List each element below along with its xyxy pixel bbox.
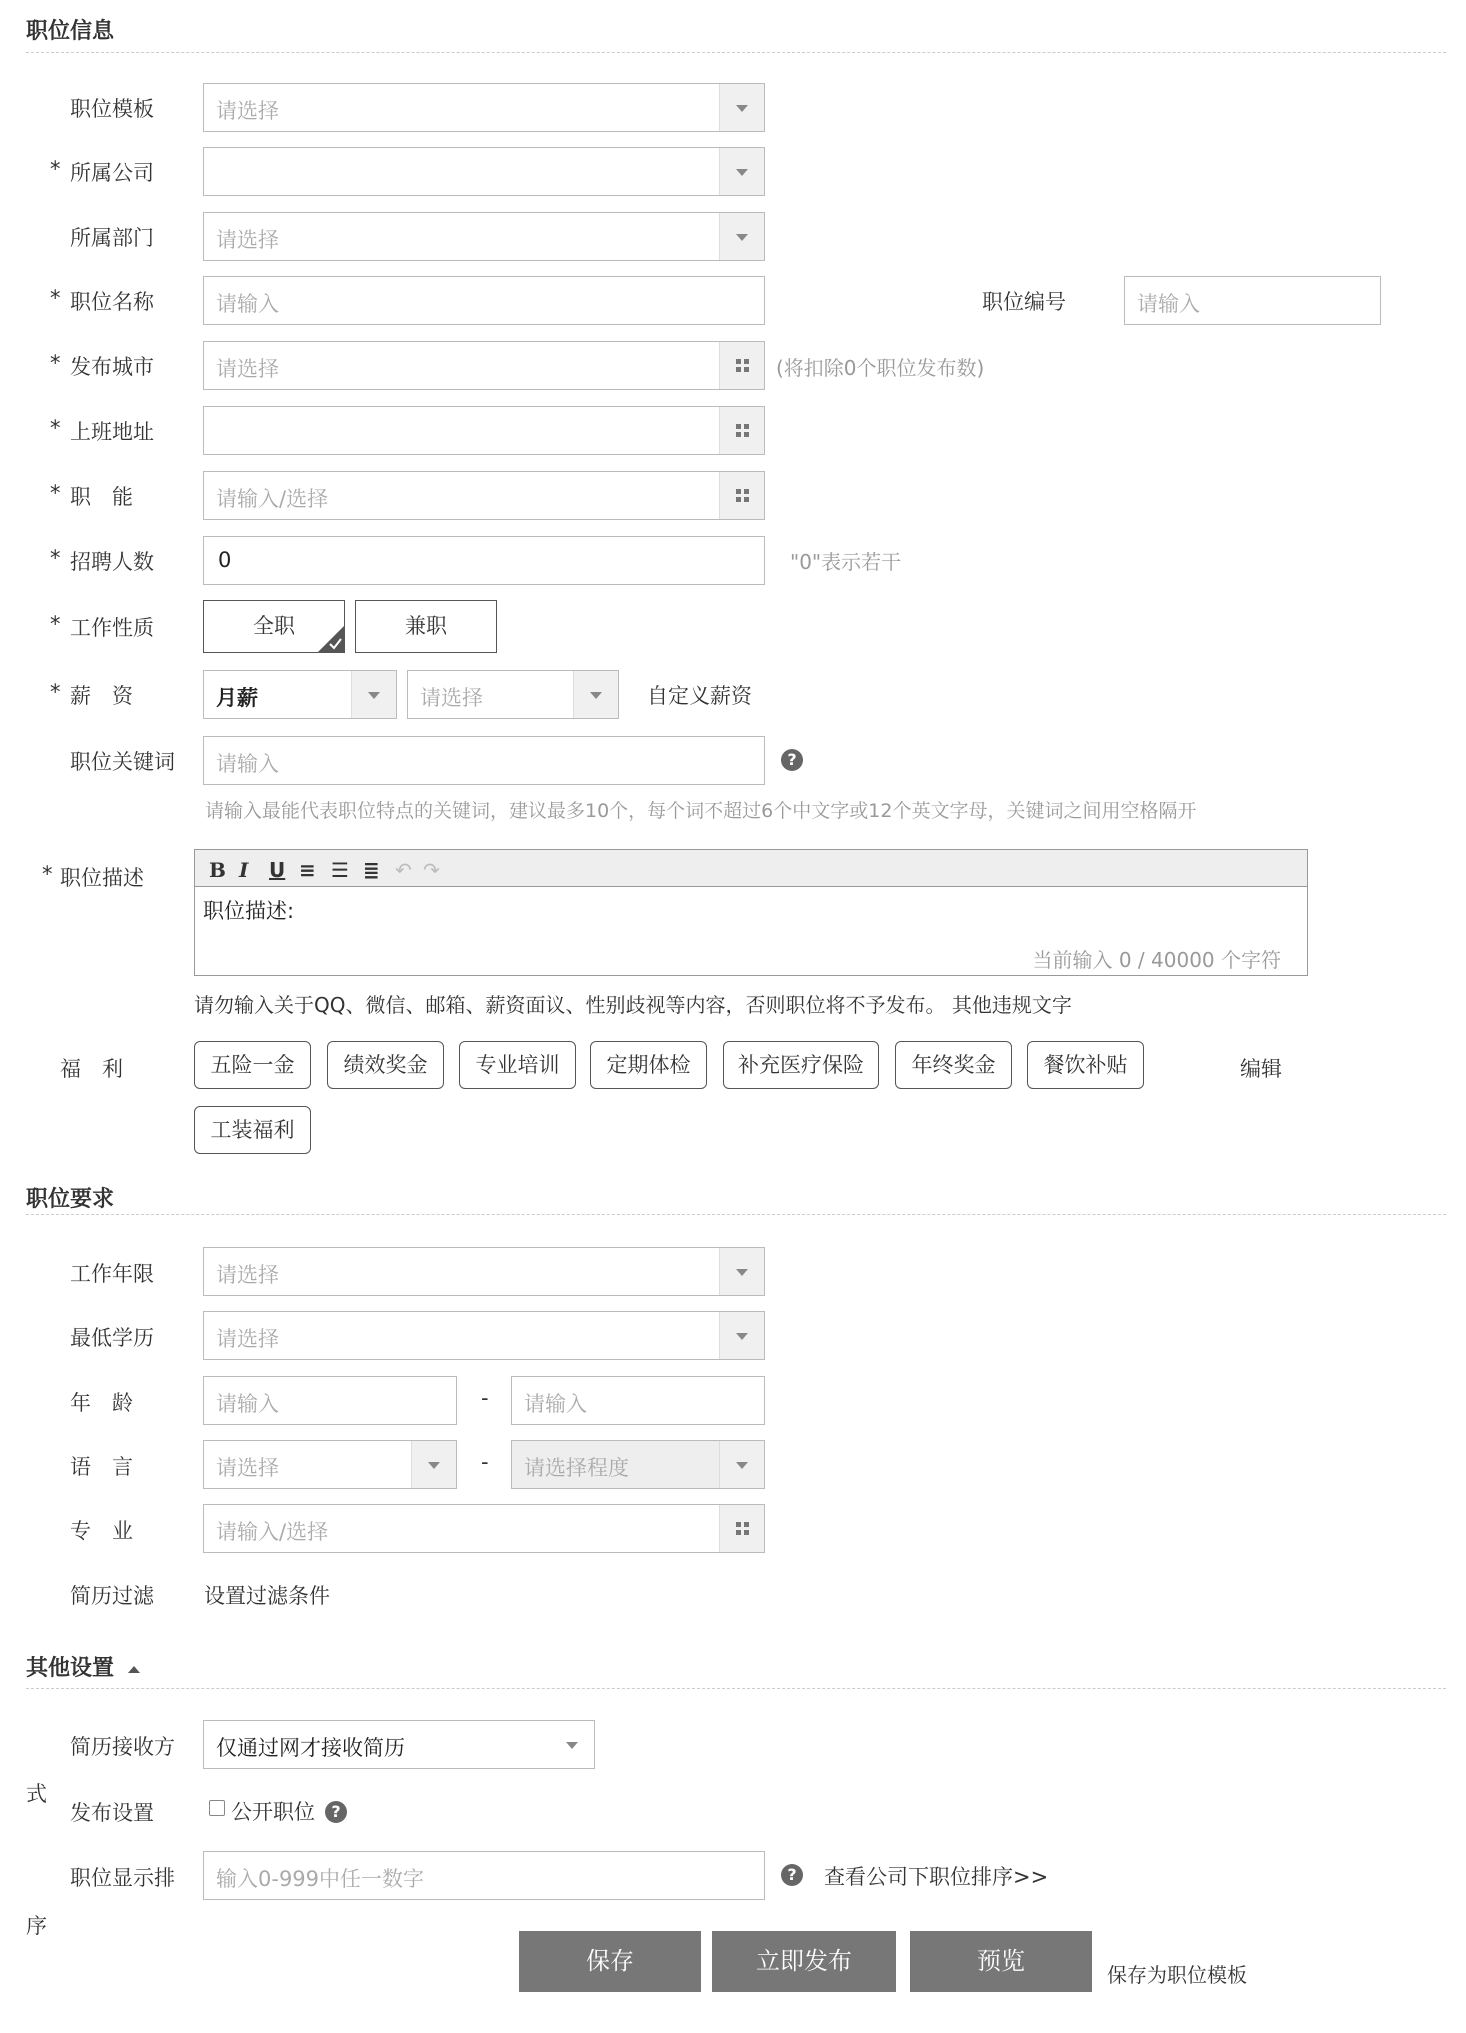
major-placeholder: 请输入/选择 (216, 1520, 329, 1544)
section-title-other-settings[interactable] (26, 1651, 140, 1682)
required-mark: * (50, 157, 61, 181)
grid-picker-icon[interactable] (719, 407, 764, 454)
help-icon[interactable]: ? (325, 1801, 347, 1823)
age-max-input[interactable] (511, 1376, 765, 1425)
major-label: 专 业 (70, 1519, 133, 1543)
save-as-template-link[interactable]: 保存为职位模板 (1107, 1963, 1247, 1987)
benefit-tag[interactable]: 年终奖金 (895, 1041, 1012, 1089)
preview-button[interactable]: 预览 (910, 1931, 1092, 1992)
experience-select[interactable] (203, 1247, 765, 1296)
required-mark: * (42, 862, 53, 886)
unordered-list-icon[interactable]: ☰ (331, 858, 349, 882)
template-placeholder: 请选择 (216, 99, 279, 123)
job-type-parttime[interactable] (355, 600, 497, 653)
chevron-down-icon[interactable] (411, 1441, 456, 1488)
benefits-label: 福 利 (60, 1057, 123, 1081)
keywords-input[interactable] (203, 736, 765, 785)
city-picker[interactable] (203, 341, 765, 390)
view-sort-link[interactable]: 查看公司下职位排序>> (824, 1865, 1049, 1889)
editor-toolbar (194, 849, 1308, 887)
department-select[interactable] (203, 212, 765, 261)
education-select[interactable] (203, 1311, 765, 1360)
resume-receive-value: 仅通过网才接收简历 (216, 1736, 405, 1760)
bold-icon[interactable]: B (209, 858, 226, 882)
description-editor[interactable] (194, 886, 1308, 976)
chevron-down-icon[interactable] (719, 1248, 764, 1295)
chevron-down-icon[interactable] (719, 84, 764, 131)
keywords-placeholder: 请输入 (216, 752, 279, 776)
grid-picker-icon[interactable] (719, 342, 764, 389)
redo-icon[interactable]: ↷ (423, 858, 440, 882)
public-job-checkbox[interactable] (209, 1800, 225, 1816)
required-mark: * (50, 680, 61, 704)
publish-button[interactable]: 立即发布 (712, 1931, 896, 1992)
job-name-label: 职位名称 (70, 290, 154, 314)
education-label: 最低学历 (70, 1326, 154, 1350)
sort-placeholder: 输入0-999中任一数字 (216, 1867, 425, 1891)
resume-receive-label-wrap: 式 (26, 1782, 47, 1806)
job-type-fulltime[interactable] (203, 600, 345, 653)
experience-label: 工作年限 (70, 1262, 154, 1286)
city-hint: (将扣除0个职位发布数) (776, 356, 985, 380)
age-separator: - (481, 1386, 489, 1410)
help-icon[interactable]: ? (781, 749, 803, 771)
function-placeholder: 请输入/选择 (216, 487, 329, 511)
required-mark: * (50, 416, 61, 440)
address-label: 上班地址 (70, 420, 154, 444)
language-separator: - (481, 1450, 489, 1474)
sort-label: 职位显示排 (70, 1866, 175, 1890)
salary-range-placeholder: 请选择 (420, 686, 483, 710)
description-notice: 请勿输入关于QQ、微信、邮箱、薪资面议、性别歧视等内容，否则职位将不予发布。 其他违规文字 (194, 993, 1072, 1017)
indent-icon[interactable]: ≣ (363, 858, 380, 882)
template-select[interactable] (203, 83, 765, 132)
publish-label: 发布设置 (70, 1801, 154, 1825)
headcount-input[interactable] (203, 536, 765, 585)
chevron-down-icon[interactable] (719, 1441, 764, 1488)
save-button[interactable]: 保存 (519, 1931, 701, 1992)
job-code-input[interactable] (1124, 276, 1381, 325)
required-mark: * (50, 546, 61, 570)
language-select[interactable] (203, 1440, 457, 1489)
age-max-placeholder: 请输入 (524, 1392, 587, 1416)
template-label: 职位模板 (70, 97, 154, 121)
section-divider (26, 1214, 1446, 1215)
language-level-select[interactable] (511, 1440, 765, 1489)
public-job-label: 公开职位 (231, 1800, 315, 1824)
address-picker[interactable] (203, 406, 765, 455)
section-title-job-requirements: 职位要求 (26, 1187, 115, 1212)
keywords-hint: 请输入最能代表职位特点的关键词，建议最多10个，每个词不超过6个中文字或12个英文字母，关键词之间用空格隔开 (205, 800, 1197, 822)
job-type-parttime-label: 兼职 (405, 614, 447, 638)
description-counter: 当前输入 0 / 40000 个字符 (1032, 948, 1281, 972)
benefit-tag[interactable]: 绩效奖金 (327, 1041, 444, 1089)
resume-receive-label: 简历接收方 (70, 1735, 175, 1759)
job-code-label: 职位编号 (982, 290, 1066, 314)
required-mark: * (50, 351, 61, 375)
benefit-tag[interactable]: 五险一金 (194, 1041, 311, 1089)
language-label: 语 言 (70, 1455, 133, 1479)
job-type-fulltime-label: 全职 (253, 614, 295, 638)
city-placeholder: 请选择 (216, 357, 279, 381)
chevron-down-icon[interactable] (719, 148, 764, 195)
description-label: 职位描述 (60, 866, 144, 890)
undo-icon[interactable]: ↶ (395, 858, 412, 882)
salary-type-value: 月薪 (216, 686, 258, 710)
age-label: 年 龄 (70, 1391, 133, 1415)
collapse-up-icon[interactable] (128, 1666, 140, 1673)
resume-receive-select[interactable] (203, 1720, 595, 1769)
salary-label: 薪 资 (70, 684, 133, 708)
benefit-tag[interactable]: 工装福利 (194, 1106, 311, 1154)
description-content: 职位描述: (203, 899, 295, 923)
italic-icon[interactable]: I (239, 858, 249, 882)
salary-type-select[interactable] (203, 670, 397, 719)
grid-picker-icon[interactable] (719, 1505, 764, 1552)
company-select[interactable] (203, 147, 765, 196)
headcount-value: 0 (218, 548, 232, 572)
job-name-placeholder: 请输入 (216, 292, 279, 316)
grid-picker-icon[interactable] (719, 472, 764, 519)
sort-label-wrap: 序 (26, 1914, 47, 1938)
other-settings-label: 其他设置 (26, 1656, 115, 1681)
sort-input[interactable] (203, 1851, 765, 1900)
check-corner-icon (318, 626, 344, 652)
age-min-placeholder: 请输入 (216, 1392, 279, 1416)
ordered-list-icon[interactable]: ≡ (299, 858, 316, 882)
resume-filter-label: 简历过滤 (70, 1584, 154, 1608)
job-type-label: 工作性质 (70, 616, 154, 640)
benefit-tag[interactable]: 专业培训 (459, 1041, 576, 1089)
section-divider (26, 1688, 1446, 1689)
help-icon[interactable]: ? (781, 1864, 803, 1886)
job-code-placeholder: 请输入 (1137, 292, 1200, 316)
benefits-edit-link[interactable]: 编辑 (1240, 1057, 1282, 1081)
salary-range-select[interactable] (407, 670, 619, 719)
headcount-hint: "0"表示若干 (790, 550, 902, 574)
resume-filter-link[interactable]: 设置过滤条件 (204, 1584, 330, 1608)
required-mark: * (50, 286, 61, 310)
benefit-tag[interactable]: 餐饮补贴 (1027, 1041, 1144, 1089)
language-placeholder: 请选择 (216, 1456, 279, 1480)
keywords-label: 职位关键词 (70, 750, 175, 774)
required-mark: * (50, 612, 61, 636)
experience-placeholder: 请选择 (216, 1263, 279, 1287)
benefit-tag[interactable]: 补充医疗保险 (723, 1041, 879, 1089)
age-min-input[interactable] (203, 1376, 457, 1425)
city-label: 发布城市 (70, 355, 154, 379)
department-placeholder: 请选择 (216, 228, 279, 252)
headcount-label: 招聘人数 (70, 550, 154, 574)
chevron-down-icon[interactable] (573, 671, 618, 718)
function-picker[interactable] (203, 471, 765, 520)
section-title-job-info: 职位信息 (26, 19, 115, 44)
section-divider (26, 52, 1446, 53)
chevron-down-icon[interactable] (566, 1742, 578, 1749)
chevron-down-icon[interactable] (351, 671, 396, 718)
chevron-down-icon[interactable] (719, 213, 764, 260)
required-mark: * (50, 481, 61, 505)
language-level-placeholder: 请选择程度 (524, 1456, 629, 1480)
chevron-down-icon[interactable] (719, 1312, 764, 1359)
function-label: 职 能 (70, 485, 133, 509)
company-label: 所属公司 (70, 161, 154, 185)
education-placeholder: 请选择 (216, 1327, 279, 1351)
benefit-tag[interactable]: 定期体检 (590, 1041, 707, 1089)
job-name-input[interactable] (203, 276, 765, 325)
major-picker[interactable] (203, 1504, 765, 1553)
custom-salary-link[interactable]: 自定义薪资 (647, 684, 752, 708)
department-label: 所属部门 (70, 226, 154, 250)
underline-icon[interactable]: U (269, 858, 286, 882)
